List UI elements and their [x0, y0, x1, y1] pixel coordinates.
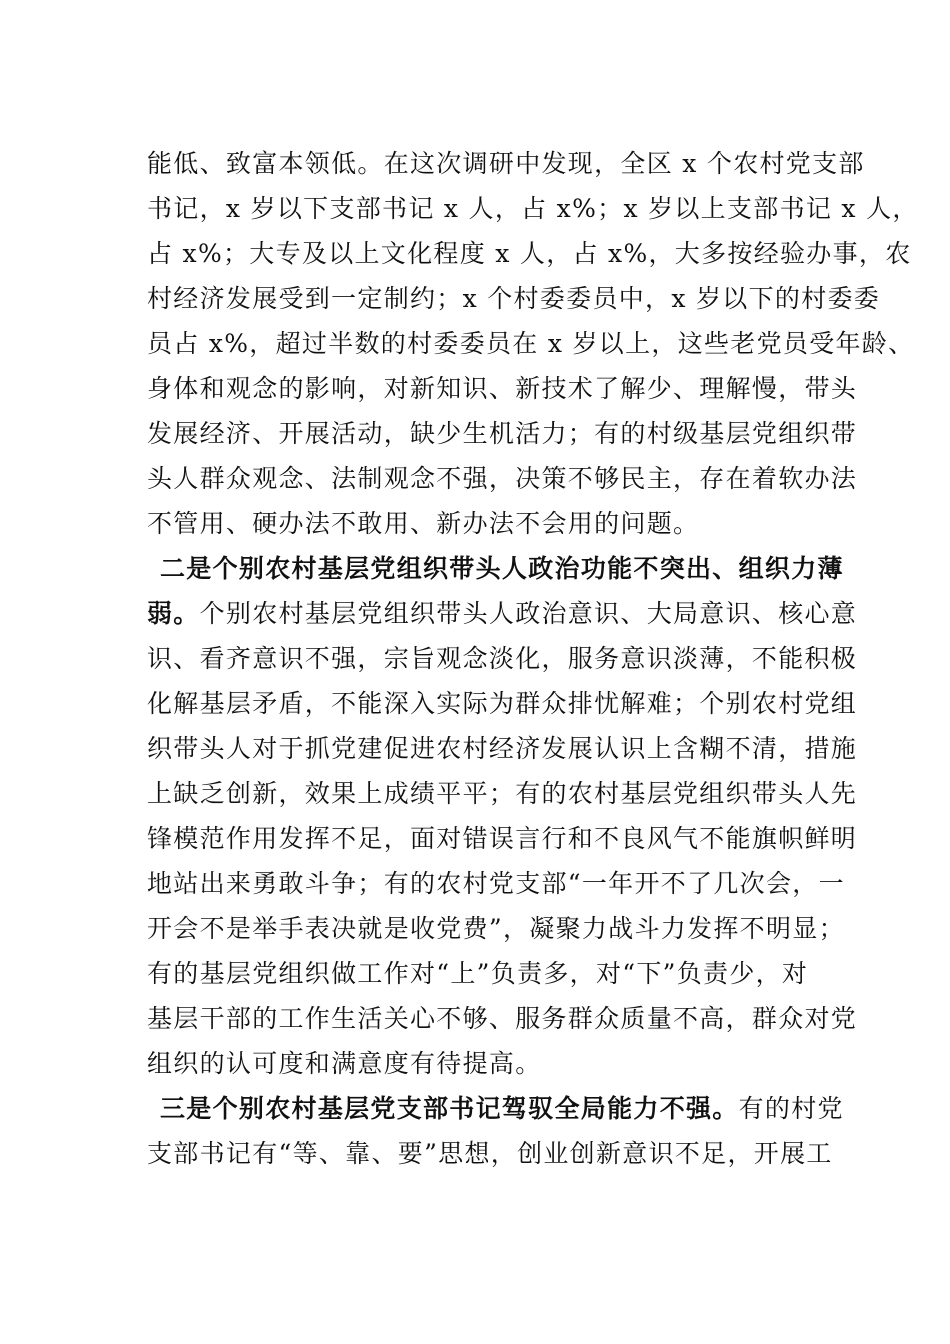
paragraph-1-line-8: 头人群众观念、法制观念不强，决策不够民主，存在着软办法 [147, 464, 858, 493]
paragraph-1-line-1: 能低、致富本领低。在这次调研中发现，全区 x 个农村党支部 [147, 149, 865, 178]
paragraph-2-line-10: 基层干部的工作生活关心不够、服务群众质量不高，群众对党 [147, 1004, 858, 1033]
paragraph-1-line-2: 书记，x 岁以下支部书记 x 人，占 x%；x 岁以上支部书记 x 人， [147, 194, 919, 223]
paragraph-2-line-3: 化解基层矛盾，不能深入实际为群众排忧解难；个别农村党组 [147, 689, 858, 718]
paragraph-2-line-8: 开会不是举手表决就是收党费”，凝聚力战斗力发挥不明显； [147, 914, 845, 943]
paragraph-2-line-11: 组织的认可度和满意度有待提高。 [147, 1049, 542, 1078]
paragraph-1-line-5: 员占 x%，超过半数的村委委员在 x 岁以上，这些老党员受年龄、 [147, 329, 915, 358]
paragraph-2-line-5: 上缺乏创新，效果上成绩平平；有的农村基层党组织带头人先 [147, 779, 858, 808]
paragraph-3-line-1-text: 有的村党 [738, 1094, 844, 1123]
paragraph-2-line-1 [147, 596, 858, 632]
paragraph-1-line-7: 发展经济、开展活动，缺少生机活力；有的村级基层党组织带 [147, 419, 858, 448]
paragraph-2-line-6: 锋模范作用发挥不足，面对错误言行和不良风气不能旗帜鲜明 [147, 824, 858, 853]
paragraph-3-line-1 [160, 1091, 850, 1127]
paragraph-2-heading-end: 弱。 [147, 599, 200, 628]
paragraph-1-line-9: 不管用、硬办法不敢用、新办法不会用的问题。 [147, 509, 700, 538]
paragraph-2-line-4: 织带头人对于抓党建促进农村经济发展认识上含糊不清，措施 [147, 734, 858, 763]
paragraph-2-line-1-text: 个别农村基层党组织带头人政治意识、大局意识、核心意 [199, 599, 858, 628]
paragraph-3-heading: 三是个别农村基层党支部书记驾驭全局能力不强。 [160, 1094, 739, 1123]
paragraph-2-line-9: 有的基层党组织做工作对“上”负责多，对“下”负责少，对 [147, 959, 809, 988]
paragraph-1-line-3: 占 x%；大专及以上文化程度 x 人，占 x%，大多按经验办事，农 [147, 239, 912, 268]
paragraph-2-heading: 二是个别农村基层党组织带头人政治功能不突出、组织力薄 [160, 554, 844, 583]
paragraph-2-line-2: 识、看齐意识不强，宗旨观念淡化，服务意识淡薄，不能积极 [147, 644, 858, 673]
paragraph-2-line-7: 地站出来勇敢斗争；有的农村党支部“一年开不了几次会，一 [147, 869, 845, 898]
paragraph-1-line-4: 村经济发展受到一定制约；x 个村委委员中，x 岁以下的村委委 [147, 284, 881, 313]
paragraph-3-line-2: 支部书记有“等、靠、要”思想，创业创新意识不足，开展工 [147, 1139, 833, 1168]
paragraph-1-line-6: 身体和观念的影响，对新知识、新技术了解少、理解慢，带头 [147, 374, 858, 403]
